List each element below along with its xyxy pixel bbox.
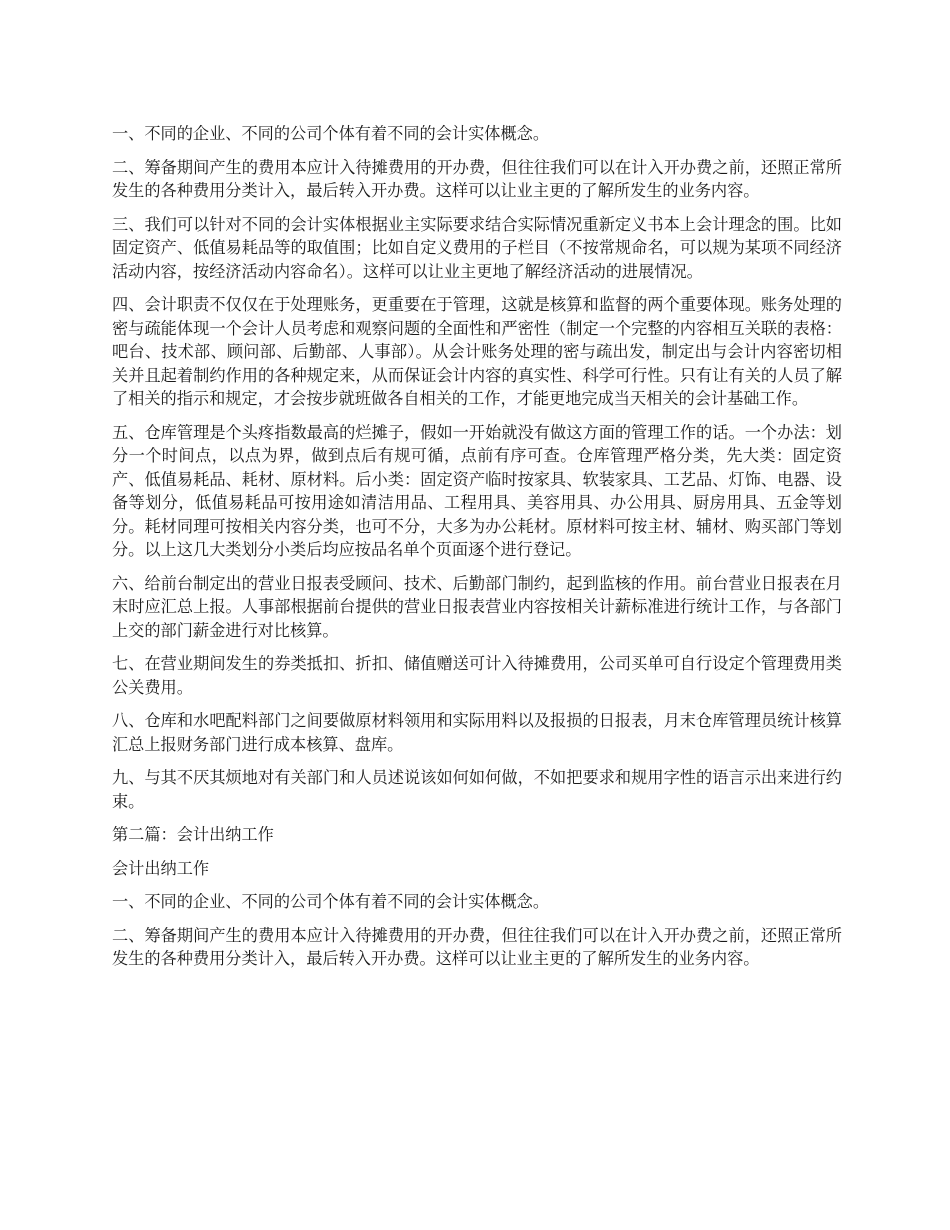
section-heading: 第二篇：会计出纳工作: [112, 825, 274, 844]
paragraph-11: 二、筹备期间产生的费用本应计入待摊费用的开办费，但往往我们可以在计入开办费之前，还照正常所发生的各种费用分类计入，最后转入开办费。这样可以让业主更的了解所发生的业务内容。: [112, 925, 842, 968]
paragraph-3: 三、我们可以针对不同的会计实体根据业主实际要求结合实际情况重新定义书本上会计理念的围。比如固定资产、低值易耗品等的取值围；比如自定义费用的子栏目（不按常规命名，可以规为某项不同经济活动内容，按经济活动内容命名）。这样可以让业主更地了解经济活动的进展情况。: [112, 214, 842, 281]
paragraph-4: 四、会计职责不仅仅在于处理账务，更重要在于管理，这就是核算和监督的两个重要体现。账务处理的密与疏能体现一个会计人员考虑和观察问题的全面性和严密性（制定一个完整的内容相互关联的表格：吧台、技术部、顾问部、后勤部、人事部）。从会计账务处理的密与疏出发，制定出与会计内容密切相关并且起着制约作用的各种规定来，从而保证会计内容的真实性、科学可行性。只有让有关的人员了解了相关的指示和规定，才会按步就班做各自相关的工作，才能更地完成当天相关的会计基础工作。: [112, 295, 842, 408]
paragraph-8: 八、仓库和水吧配料部门之间要做原材料领用和实际用料以及报损的日报表，月末仓库管理员统计核算汇总上报财务部门进行成本核算、盘库。: [112, 711, 842, 754]
paragraph-1: 一、不同的企业、不同的公司个体有着不同的会计实体概念。: [112, 124, 550, 143]
section-title: 会计出纳工作: [112, 858, 210, 878]
paragraph-5: 五、仓库管理是个头疼指数最高的烂摊子，假如一开始就没有做这方面的管理工作的话。一个办法：划分一个时间点，以点为界，做到点后有规可循，点前有序可查。仓库管理严格分类，先大类：固定资产、低值易耗品、耗材、原材料。后小类：固定资产临时按家具、软装家具、工艺品、灯饰、电器、设备等划分，低值易耗品可按用途如清洁用品、工程用具、美容用具、办公用具、厨房用具、五金等划分。耗材同理可按相关内容分类，也可不分，大多为办公耗材。原材料可按主材、辅材、购买部门等划分。以上这几大类划分小类后均应按品名单个页面逐个进行登记。: [112, 422, 842, 559]
paragraph-6: 六、给前台制定出的营业日报表受顾问、技术、后勤部门制约，起到监核的作用。前台营业日报表在月末时应汇总上报。人事部根据前台提供的营业日报表营业内容按相关计薪标准进行统计工作，与各部门上交的部门薪金进行对比核算。: [112, 573, 842, 640]
paragraph-7: 七、在营业期间发生的券类抵扣、折扣、储值赠送可计入待摊费用，公司买单可自行设定个管理费用类公关费用。: [112, 654, 842, 697]
document-body: [112, 122, 842, 981]
paragraph-9: 九、与其不厌其烦地对有关部门和人员述说该如何如何做，不如把要求和规用字性的语言示出来进行约束。: [112, 768, 842, 811]
paragraph-10: 一、不同的企业、不同的公司个体有着不同的会计实体概念。: [112, 892, 550, 911]
paragraph-2: 二、筹备期间产生的费用本应计入待摊费用的开办费，但往往我们可以在计入开办费之前，还照正常所发生的各种费用分类计入，最后转入开办费。这样可以让业主更的了解所发生的业务内容。: [112, 157, 842, 200]
